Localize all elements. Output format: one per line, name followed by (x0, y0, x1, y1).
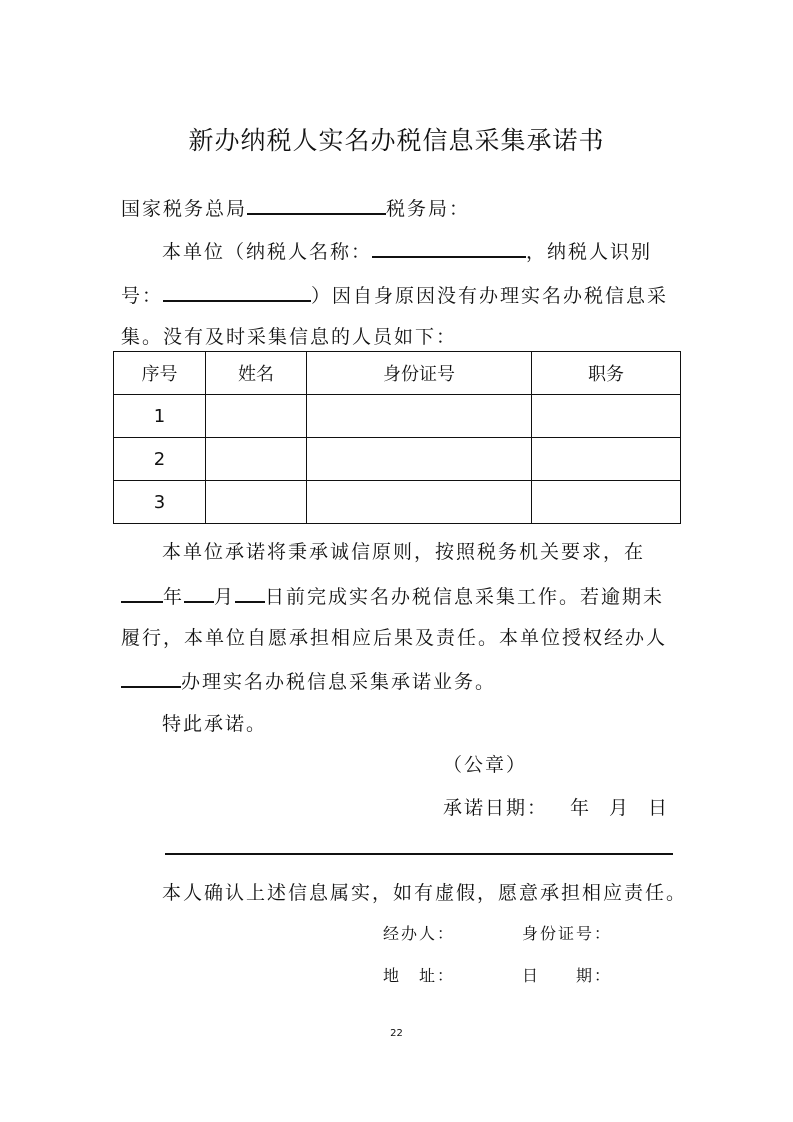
month-label: 月 (214, 586, 236, 608)
day-blank[interactable] (235, 581, 265, 603)
para1-b: ，纳税人识别 (526, 241, 653, 263)
table-row (114, 395, 681, 438)
header-id-number: 身份证号 (307, 352, 532, 395)
header-position: 职务 (532, 352, 681, 395)
para1-c: 号： (121, 285, 164, 307)
row-seq: 1 (114, 395, 206, 438)
taxpayer-name-blank[interactable] (372, 236, 526, 258)
row-position-cell[interactable] (532, 481, 681, 524)
header-name: 姓名 (206, 352, 307, 395)
table-row (114, 481, 681, 524)
date-label: 日 期： (522, 966, 613, 985)
para2-line3: 履行，本单位自愿承担相应后果及责任。本单位授权经办人 (121, 627, 668, 649)
addressee-prefix: 国家税务总局 (121, 198, 248, 220)
row-seq: 2 (114, 438, 206, 481)
para2-line2 (121, 581, 664, 609)
para2-d: 办理实名办税信息采集承诺业务。 (181, 671, 497, 693)
document-title: 新办纳税人实名办税信息采集承诺书 (188, 126, 605, 155)
confirmation-text: 本人确认上述信息属实，如有虚假，愿意承担相应责任。 (162, 882, 688, 904)
row-name-cell[interactable] (206, 481, 307, 524)
para2-line4 (121, 666, 496, 694)
addressee-suffix: 税务局： (386, 198, 471, 220)
id-number-label: 身份证号： (522, 924, 613, 943)
commitment-date-label: 承诺日期： (443, 797, 549, 819)
row-id-cell[interactable] (307, 481, 532, 524)
row-name-cell[interactable] (206, 395, 307, 438)
para1-line1 (162, 236, 652, 264)
month-blank[interactable] (184, 581, 214, 603)
commitment-month: 月 (609, 797, 631, 819)
row-id-cell[interactable] (307, 395, 532, 438)
divider-line (165, 853, 673, 855)
para1-d: ）因自身原因没有办理实名办税信息采 (311, 285, 669, 307)
commitment-date-line (443, 793, 669, 820)
row-position-cell[interactable] (532, 438, 681, 481)
year-blank[interactable] (121, 581, 163, 603)
para2-line1: 本单位承诺将秉承诚信原则，按照税务机关要求，在 (162, 541, 646, 563)
agent-label: 经办人： (383, 924, 456, 943)
row-position-cell[interactable] (532, 395, 681, 438)
addressee-line (121, 193, 470, 221)
row-id-cell[interactable] (307, 438, 532, 481)
hereby-text: 特此承诺。 (162, 713, 268, 735)
taxpayer-id-blank[interactable] (163, 280, 311, 302)
agent-blank[interactable] (121, 666, 181, 688)
para1-line2 (121, 280, 668, 308)
personnel-table (113, 351, 681, 524)
commitment-year: 年 (570, 797, 592, 819)
row-seq: 3 (114, 481, 206, 524)
address-label: 地 址： (383, 966, 456, 985)
seal-label: （公章） (443, 754, 528, 776)
para1-line3: 集。没有及时采集信息的人员如下： (121, 326, 458, 348)
row-name-cell[interactable] (206, 438, 307, 481)
year-label: 年 (163, 586, 185, 608)
commitment-day: 日 (648, 797, 670, 819)
para1-a: 本单位（纳税人名称： (162, 241, 373, 263)
page-number: 22 (390, 1028, 403, 1039)
table-row (114, 438, 681, 481)
header-seq: 序号 (114, 352, 206, 395)
table-header-row (114, 352, 681, 395)
tax-bureau-blank[interactable] (247, 193, 386, 215)
para2-day-text: 日前完成实名办税信息采集工作。若逾期未 (265, 586, 665, 608)
